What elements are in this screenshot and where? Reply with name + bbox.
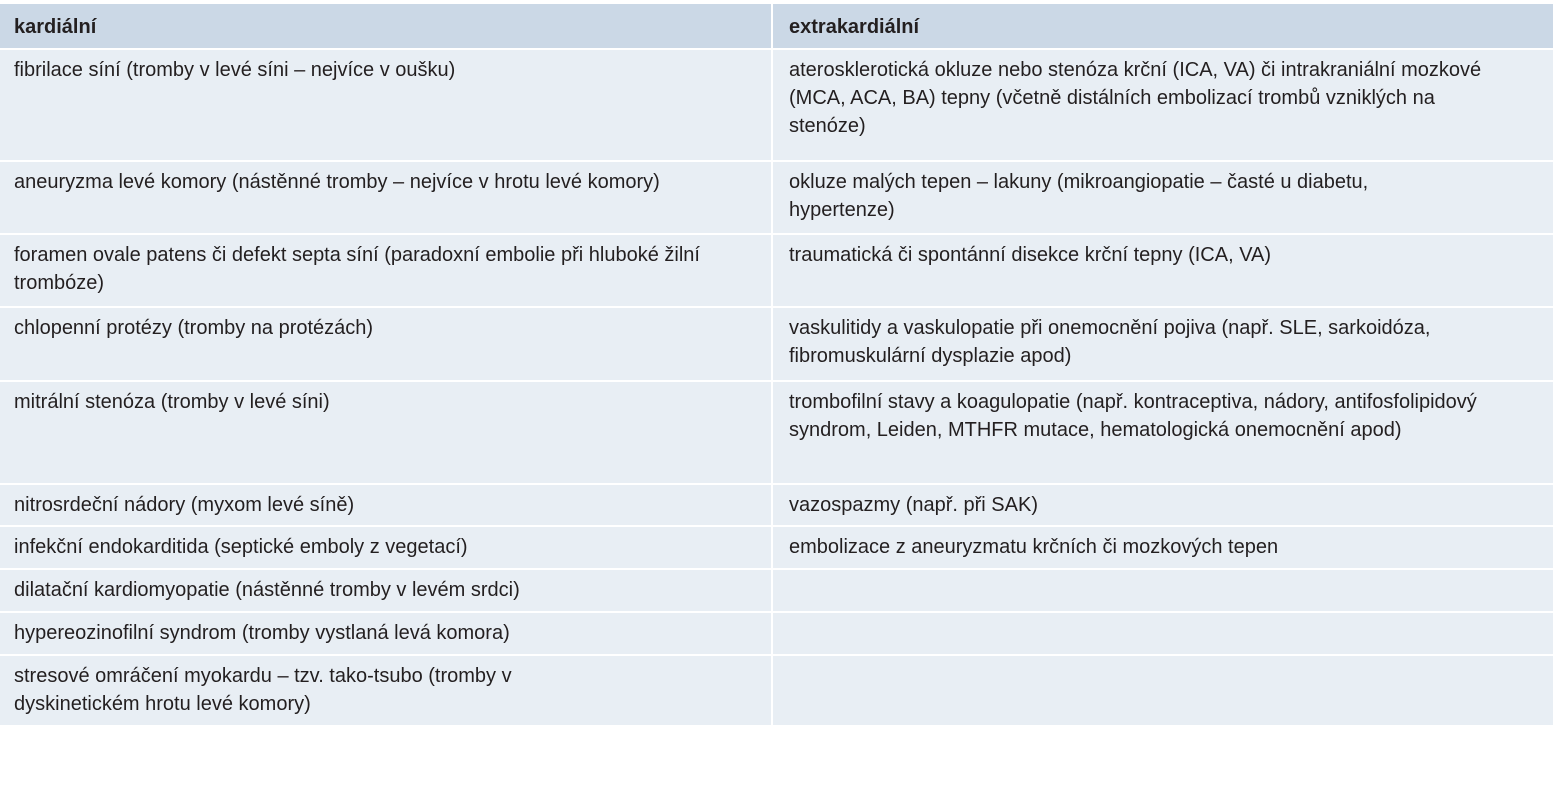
cell-extracardiac xyxy=(772,569,1553,612)
cell-extracardiac xyxy=(772,234,1553,307)
table-row xyxy=(0,569,1553,612)
cell-text: trombofilní stavy a koagulopatie (např. kontraceptiva, nádory, antifosfolipidový syndrom, Leiden, MTHFR mutace, hematologická onemocnění apod) xyxy=(789,391,1477,441)
cell-text: aneuryzma levé komory (nástěnné tromby – nejvíce v hrotu levé komory) xyxy=(14,171,660,193)
cell-text: vaskulitidy a vaskulopatie při onemocnění pojiva (např. SLE, sarkoidóza, fibromuskulární dysplazie apod) xyxy=(789,317,1431,367)
table-row xyxy=(0,612,1553,655)
cell-extracardiac xyxy=(772,526,1553,569)
cell-text: foramen ovale patens či defekt septa síní (paradoxní embolie při hluboké žilní trombóze) xyxy=(14,244,700,294)
table-body xyxy=(0,49,1553,725)
table-row xyxy=(0,49,1553,161)
table-row xyxy=(0,307,1553,381)
table-row xyxy=(0,484,1553,526)
cell-cardiac xyxy=(0,234,772,307)
cell-text: hypereozinofilní syndrom (tromby vystlaná levá komora) xyxy=(14,622,510,644)
table-row xyxy=(0,381,1553,484)
cell-text: dilatační kardiomyopatie (nástěnné tromby v levém srdci) xyxy=(14,579,520,601)
cell-cardiac xyxy=(0,526,772,569)
cell-text: infekční endokarditida (septické emboly z vegetací) xyxy=(14,536,468,558)
cell-text: fibrilace síní (tromby v levé síni – nejvíce v oušku) xyxy=(14,59,456,81)
table-row xyxy=(0,234,1553,307)
cell-text: stresové omráčení myokardu – tzv. tako-tsubo (tromby v dyskinetickém hrotu levé komory) xyxy=(14,665,512,715)
cell-cardiac xyxy=(0,161,772,234)
cell-extracardiac xyxy=(772,655,1553,725)
header-extracardiac: extrakardiální xyxy=(772,4,1553,49)
cell-text: traumatická či spontánní disekce krční tepny (ICA, VA) xyxy=(789,244,1272,266)
cell-text: embolizace z aneuryzmatu krčních či mozkových tepen xyxy=(789,536,1279,558)
cell-cardiac xyxy=(0,484,772,526)
table-row xyxy=(0,526,1553,569)
cell-extracardiac xyxy=(772,381,1553,484)
cell-text: okluze malých tepen – lakuny (mikroangiopatie – časté u diabetu, hypertenze) xyxy=(789,171,1369,221)
header-row xyxy=(0,4,1553,49)
table-row xyxy=(0,161,1553,234)
cell-extracardiac xyxy=(772,307,1553,381)
cell-cardiac xyxy=(0,569,772,612)
cell-cardiac xyxy=(0,307,772,381)
cell-cardiac xyxy=(0,49,772,161)
cell-text: chlopenní protézy (tromby na protézách) xyxy=(14,317,374,339)
table-header xyxy=(0,4,1553,49)
cell-cardiac xyxy=(0,655,772,725)
causes-table xyxy=(0,4,1553,725)
cell-cardiac xyxy=(0,612,772,655)
cell-extracardiac xyxy=(772,484,1553,526)
cell-extracardiac xyxy=(772,612,1553,655)
cell-text: aterosklerotická okluze nebo stenóza krční (ICA, VA) či intrakraniální mozkové (MCA, ACA, BA) tepny (včetně distálních embolizací trombů vzniklých na stenóze) xyxy=(789,59,1482,137)
cell-text: mitrální stenóza (tromby v levé síni) xyxy=(14,391,330,413)
cell-extracardiac xyxy=(772,49,1553,161)
cell-cardiac xyxy=(0,381,772,484)
cell-text: vazospazmy (např. při SAK) xyxy=(789,494,1038,516)
table-row xyxy=(0,655,1553,725)
header-cardiac: kardiální xyxy=(0,4,772,49)
cell-text: nitrosrdeční nádory (myxom levé síně) xyxy=(14,494,355,516)
cell-extracardiac xyxy=(772,161,1553,234)
